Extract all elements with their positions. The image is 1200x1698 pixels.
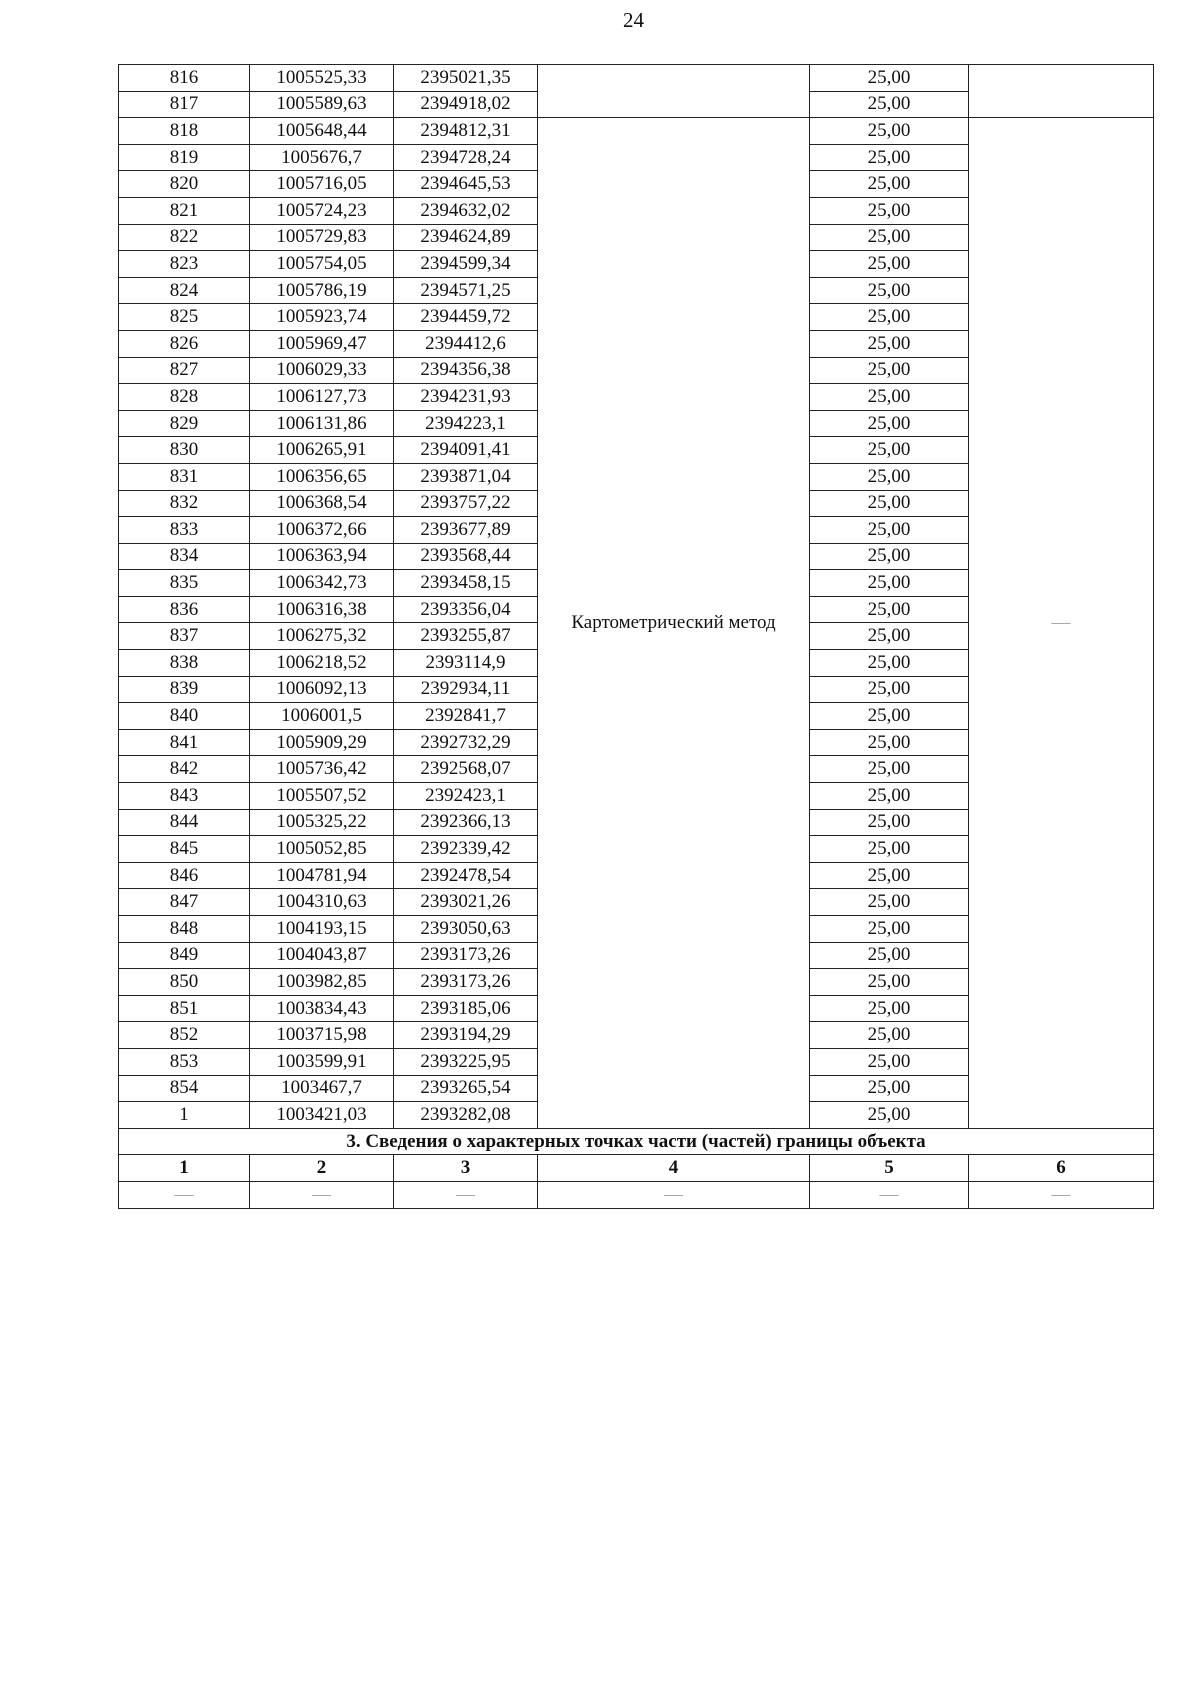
x-coordinate-cell: 1006342,73 <box>250 570 394 597</box>
point-number-cell: 822 <box>119 224 250 251</box>
x-coordinate-cell: 1006092,13 <box>250 676 394 703</box>
accuracy-cell: 25,00 <box>810 783 969 810</box>
point-number-cell: 1 <box>119 1102 250 1129</box>
y-coordinate-cell: 2393568,44 <box>394 543 538 570</box>
x-coordinate-cell: 1005507,52 <box>250 783 394 810</box>
y-coordinate-cell: 2392934,11 <box>394 676 538 703</box>
empty-data-row <box>119 1181 1154 1208</box>
y-coordinate-cell: 2393194,29 <box>394 1022 538 1049</box>
x-coordinate-cell: 1006368,54 <box>250 490 394 517</box>
point-number-cell: 853 <box>119 1048 250 1075</box>
empty-dash-cell: — <box>250 1181 394 1208</box>
accuracy-cell: 25,00 <box>810 1102 969 1129</box>
section-title-row <box>119 1128 1154 1155</box>
point-number-cell: 841 <box>119 729 250 756</box>
x-coordinate-cell: 1004781,94 <box>250 862 394 889</box>
point-number-cell: 849 <box>119 942 250 969</box>
x-coordinate-cell: 1005724,23 <box>250 197 394 224</box>
accuracy-cell: 25,00 <box>810 1075 969 1102</box>
point-number-cell: 834 <box>119 543 250 570</box>
y-coordinate-cell: 2393255,87 <box>394 623 538 650</box>
point-number-cell: 826 <box>119 330 250 357</box>
x-coordinate-cell: 1006131,86 <box>250 410 394 437</box>
empty-dash-cell: — <box>969 1181 1154 1208</box>
point-number-cell: 819 <box>119 144 250 171</box>
x-coordinate-cell: 1006218,52 <box>250 650 394 677</box>
y-coordinate-cell: 2394918,02 <box>394 91 538 118</box>
x-coordinate-cell: 1005052,85 <box>250 836 394 863</box>
accuracy-cell: 25,00 <box>810 517 969 544</box>
accuracy-cell: 25,00 <box>810 171 969 198</box>
y-coordinate-cell: 2392339,42 <box>394 836 538 863</box>
point-number-cell: 816 <box>119 65 250 92</box>
y-coordinate-cell: 2393050,63 <box>394 916 538 943</box>
accuracy-cell: 25,00 <box>810 410 969 437</box>
accuracy-cell: 25,00 <box>810 463 969 490</box>
accuracy-cell: 25,00 <box>810 277 969 304</box>
coordinates-table <box>118 64 1154 1209</box>
point-number-cell: 824 <box>119 277 250 304</box>
x-coordinate-cell: 1006001,5 <box>250 703 394 730</box>
x-coordinate-cell: 1005729,83 <box>250 224 394 251</box>
section-3-title: 3. Сведения о характерных точках части (частей) границы объекта <box>119 1128 1154 1155</box>
y-coordinate-cell: 2394728,24 <box>394 144 538 171</box>
y-coordinate-cell: 2393677,89 <box>394 517 538 544</box>
y-coordinate-cell: 2393458,15 <box>394 570 538 597</box>
y-coordinate-cell: 2394632,02 <box>394 197 538 224</box>
column-number-header: 1 <box>119 1155 250 1182</box>
y-coordinate-cell: 2393173,26 <box>394 969 538 996</box>
x-coordinate-cell: 1005786,19 <box>250 277 394 304</box>
accuracy-cell: 25,00 <box>810 1022 969 1049</box>
y-coordinate-cell: 2393871,04 <box>394 463 538 490</box>
x-coordinate-cell: 1006275,32 <box>250 623 394 650</box>
accuracy-cell: 25,00 <box>810 623 969 650</box>
point-number-cell: 847 <box>119 889 250 916</box>
point-number-cell: 844 <box>119 809 250 836</box>
accuracy-cell: 25,00 <box>810 224 969 251</box>
point-number-cell: 846 <box>119 862 250 889</box>
description-cell: — <box>969 118 1154 1129</box>
accuracy-cell: 25,00 <box>810 1048 969 1075</box>
point-number-cell: 818 <box>119 118 250 145</box>
accuracy-cell: 25,00 <box>810 543 969 570</box>
x-coordinate-cell: 1005325,22 <box>250 809 394 836</box>
x-coordinate-cell: 1003421,03 <box>250 1102 394 1129</box>
point-number-cell: 839 <box>119 676 250 703</box>
point-number-cell: 837 <box>119 623 250 650</box>
column-number-header: 2 <box>250 1155 394 1182</box>
y-coordinate-cell: 2394412,6 <box>394 330 538 357</box>
point-number-cell: 830 <box>119 437 250 464</box>
accuracy-cell: 25,00 <box>810 596 969 623</box>
x-coordinate-cell: 1003599,91 <box>250 1048 394 1075</box>
x-coordinate-cell: 1006372,66 <box>250 517 394 544</box>
y-coordinate-cell: 2394624,89 <box>394 224 538 251</box>
x-coordinate-cell: 1006029,33 <box>250 357 394 384</box>
x-coordinate-cell: 1005676,7 <box>250 144 394 171</box>
accuracy-cell: 25,00 <box>810 703 969 730</box>
accuracy-cell: 25,00 <box>810 889 969 916</box>
accuracy-cell: 25,00 <box>810 197 969 224</box>
y-coordinate-cell: 2392366,13 <box>394 809 538 836</box>
y-coordinate-cell: 2394571,25 <box>394 277 538 304</box>
method-cell: Картометрический метод <box>538 118 810 1129</box>
point-number-cell: 835 <box>119 570 250 597</box>
accuracy-cell: 25,00 <box>810 91 969 118</box>
point-number-cell: 828 <box>119 384 250 411</box>
point-number-cell: 831 <box>119 463 250 490</box>
y-coordinate-cell: 2393021,26 <box>394 889 538 916</box>
x-coordinate-cell: 1005525,33 <box>250 65 394 92</box>
accuracy-cell: 25,00 <box>810 942 969 969</box>
table-row <box>119 118 1154 145</box>
column-number-header: 3 <box>394 1155 538 1182</box>
x-coordinate-cell: 1004310,63 <box>250 889 394 916</box>
x-coordinate-cell: 1005969,47 <box>250 330 394 357</box>
accuracy-cell: 25,00 <box>810 995 969 1022</box>
y-coordinate-cell: 2392423,1 <box>394 783 538 810</box>
y-coordinate-cell: 2394223,1 <box>394 410 538 437</box>
point-number-cell: 823 <box>119 251 250 278</box>
y-coordinate-cell: 2392478,54 <box>394 862 538 889</box>
point-number-cell: 832 <box>119 490 250 517</box>
method-cell <box>538 65 810 118</box>
x-coordinate-cell: 1006356,65 <box>250 463 394 490</box>
y-coordinate-cell: 2392841,7 <box>394 703 538 730</box>
accuracy-cell: 25,00 <box>810 330 969 357</box>
y-coordinate-cell: 2392568,07 <box>394 756 538 783</box>
x-coordinate-cell: 1003834,43 <box>250 995 394 1022</box>
x-coordinate-cell: 1006316,38 <box>250 596 394 623</box>
empty-dash-cell: — <box>119 1181 250 1208</box>
point-number-cell: 840 <box>119 703 250 730</box>
x-coordinate-cell: 1005754,05 <box>250 251 394 278</box>
y-coordinate-cell: 2394356,38 <box>394 357 538 384</box>
x-coordinate-cell: 1004043,87 <box>250 942 394 969</box>
accuracy-cell: 25,00 <box>810 251 969 278</box>
accuracy-cell: 25,00 <box>810 144 969 171</box>
description-cell <box>969 65 1154 118</box>
x-coordinate-cell: 1005716,05 <box>250 171 394 198</box>
accuracy-cell: 25,00 <box>810 862 969 889</box>
x-coordinate-cell: 1004193,15 <box>250 916 394 943</box>
accuracy-cell: 25,00 <box>810 969 969 996</box>
column-number-header-row <box>119 1155 1154 1182</box>
column-number-header: 4 <box>538 1155 810 1182</box>
accuracy-cell: 25,00 <box>810 836 969 863</box>
point-number-cell: 829 <box>119 410 250 437</box>
point-number-cell: 848 <box>119 916 250 943</box>
page-number: 24 <box>623 8 644 32</box>
x-coordinate-cell: 1006265,91 <box>250 437 394 464</box>
point-number-cell: 820 <box>119 171 250 198</box>
accuracy-cell: 25,00 <box>810 916 969 943</box>
empty-dash-cell: — <box>810 1181 969 1208</box>
accuracy-cell: 25,00 <box>810 650 969 677</box>
point-number-cell: 821 <box>119 197 250 224</box>
point-number-cell: 833 <box>119 517 250 544</box>
point-number-cell: 851 <box>119 995 250 1022</box>
accuracy-cell: 25,00 <box>810 676 969 703</box>
point-number-cell: 843 <box>119 783 250 810</box>
x-coordinate-cell: 1006127,73 <box>250 384 394 411</box>
point-number-cell: 852 <box>119 1022 250 1049</box>
x-coordinate-cell: 1005736,42 <box>250 756 394 783</box>
y-coordinate-cell: 2393173,26 <box>394 942 538 969</box>
table-row <box>119 65 1154 92</box>
y-coordinate-cell: 2393282,08 <box>394 1102 538 1129</box>
column-number-header: 5 <box>810 1155 969 1182</box>
y-coordinate-cell: 2394091,41 <box>394 437 538 464</box>
y-coordinate-cell: 2393757,22 <box>394 490 538 517</box>
point-number-cell: 838 <box>119 650 250 677</box>
point-number-cell: 854 <box>119 1075 250 1102</box>
y-coordinate-cell: 2393185,06 <box>394 995 538 1022</box>
point-number-cell: 842 <box>119 756 250 783</box>
y-coordinate-cell: 2393114,9 <box>394 650 538 677</box>
accuracy-cell: 25,00 <box>810 384 969 411</box>
x-coordinate-cell: 1005589,63 <box>250 91 394 118</box>
column-number-header: 6 <box>969 1155 1154 1182</box>
y-coordinate-cell: 2393225,95 <box>394 1048 538 1075</box>
accuracy-cell: 25,00 <box>810 809 969 836</box>
accuracy-cell: 25,00 <box>810 304 969 331</box>
accuracy-cell: 25,00 <box>810 490 969 517</box>
accuracy-cell: 25,00 <box>810 65 969 92</box>
y-coordinate-cell: 2394645,53 <box>394 171 538 198</box>
y-coordinate-cell: 2395021,35 <box>394 65 538 92</box>
y-coordinate-cell: 2394812,31 <box>394 118 538 145</box>
point-number-cell: 845 <box>119 836 250 863</box>
point-number-cell: 825 <box>119 304 250 331</box>
point-number-cell: 850 <box>119 969 250 996</box>
accuracy-cell: 25,00 <box>810 357 969 384</box>
accuracy-cell: 25,00 <box>810 729 969 756</box>
point-number-cell: 827 <box>119 357 250 384</box>
y-coordinate-cell: 2394459,72 <box>394 304 538 331</box>
x-coordinate-cell: 1005648,44 <box>250 118 394 145</box>
x-coordinate-cell: 1006363,94 <box>250 543 394 570</box>
x-coordinate-cell: 1005909,29 <box>250 729 394 756</box>
empty-dash-cell: — <box>538 1181 810 1208</box>
point-number-cell: 836 <box>119 596 250 623</box>
y-coordinate-cell: 2393356,04 <box>394 596 538 623</box>
point-number-cell: 817 <box>119 91 250 118</box>
x-coordinate-cell: 1003982,85 <box>250 969 394 996</box>
x-coordinate-cell: 1005923,74 <box>250 304 394 331</box>
empty-dash-cell: — <box>394 1181 538 1208</box>
accuracy-cell: 25,00 <box>810 756 969 783</box>
y-coordinate-cell: 2394231,93 <box>394 384 538 411</box>
y-coordinate-cell: 2394599,34 <box>394 251 538 278</box>
x-coordinate-cell: 1003467,7 <box>250 1075 394 1102</box>
x-coordinate-cell: 1003715,98 <box>250 1022 394 1049</box>
accuracy-cell: 25,00 <box>810 437 969 464</box>
accuracy-cell: 25,00 <box>810 118 969 145</box>
y-coordinate-cell: 2392732,29 <box>394 729 538 756</box>
y-coordinate-cell: 2393265,54 <box>394 1075 538 1102</box>
accuracy-cell: 25,00 <box>810 570 969 597</box>
